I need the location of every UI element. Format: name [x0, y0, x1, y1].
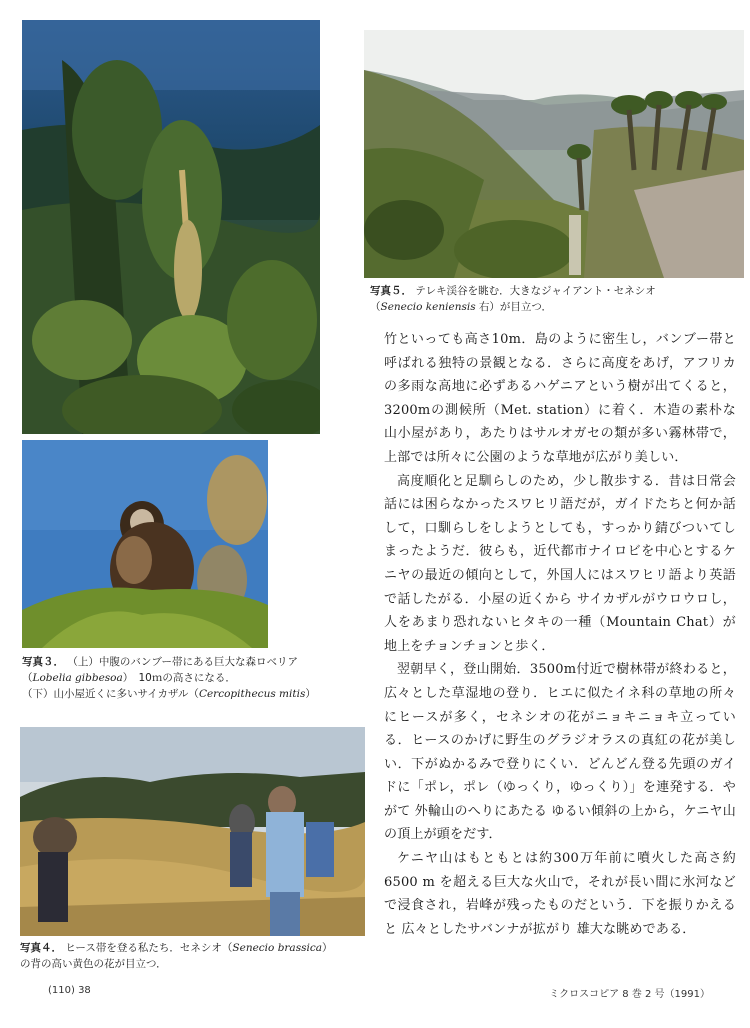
caption-3-line2: 10ｍの高さになる． [128, 672, 236, 684]
caption-4-label: 写真４． [20, 942, 62, 954]
body-paragraph-2: 高度順化と足馴らしのため，少し散歩する．昔は日常会話には困らなかったスワヒリ語だが，ガイドたちと何か話して，口馴らしをしようとしても，すっかり錆びついてしまったようだ．彼らも，近代都市ナイロビを中心とするケニヤの最近の傾向として，外国人にはスワヒリ語より英語で話したがる．小屋の近くから サイカザルがウロウロし，人をあまり恐れないヒタキの一種（Mountain Chat）が地上をチョンチョンと歩く． [384, 473, 736, 654]
photo-hikers [20, 727, 365, 936]
caption-4-species: Senecio brassica [232, 942, 322, 954]
caption-5-label: 写真５． [370, 285, 412, 297]
caption-3-line3-close: ） [305, 688, 316, 700]
caption-3-species1: Lobelia gibbesoa [32, 672, 123, 684]
caption-photo-4 [20, 940, 370, 972]
article-body [384, 328, 736, 941]
photo-teleki-valley [364, 30, 744, 278]
body-paragraph-4: ケニヤ山はもともとは約300万年前に噴火した高さ約6500 m を超える巨大な火山で，それが長い間に氷河などで浸食され，岩峰が残ったものだという．下を振りかえると 広々としたサバンナが拡がり 雄大な眺めである． [384, 851, 736, 937]
caption-5-close: 右）が目立つ． [475, 301, 553, 313]
caption-3-label: 写真３． [22, 656, 64, 668]
caption-5-open: （ [370, 301, 381, 313]
caption-3-species2: Cercopithecus mitis [198, 688, 306, 700]
caption-5-species: Senecio keniensis [380, 301, 476, 313]
caption-4-line1-close: ） [321, 942, 333, 954]
footer-journal: ミクロスコピア 8 巻 2 号（1991） [549, 989, 710, 1000]
caption-4-line1: ヒース帯を登る私たち．セネシオ（ [65, 942, 233, 954]
body-paragraph-1: 竹といっても高さ10m．島のように密生し，バンブー帯と呼ばれる独特の景観となる．さらに高度をあげ，アフリカの多雨な高地に必ずあるハゲニアという樹が出てくると，3200mの測候所（Met. station）に着く．木造の素朴な山小屋があり，あたりはサルオガセの類が多い霧林帯で，上部では所々に公園のような草地が広がり美しい． [384, 332, 736, 465]
caption-5-text: テレキ渓谷を眺む．大きなジャイアント・セネシオ [415, 285, 656, 297]
caption-photo-5 [370, 283, 740, 315]
footer-page-number: (110) 38 [48, 985, 91, 996]
photo-lobelia [22, 20, 320, 434]
body-paragraph-3: 翌朝早く，登山開始．3500m付近で樹林帯が終わると，広々とした草湿地の登り．ヒエに似たイネ科の草地の所々にヒースが多く，セネシオの花がニョキニョキ立っている．ヒースのかげに野生のグラジオラスの真紅の花が美しい．下がぬかるみで登りにくい．どんどん登る先頭のガイドに「ポレ，ポレ（ゆっくり，ゆっくり）」を連発する．やがて 外輪山のへりにあたる ゆるい傾斜の上から，ケニヤ山の頂上が頭をだす． [384, 662, 736, 843]
photo-monkey [22, 440, 268, 648]
caption-3-line3: （下）山小屋近くに多いサイカザル（ [22, 688, 199, 700]
caption-photo-3: 写真３． （上）中腹のバンブー帯にある巨大な森ロベリア （Lobelia gibbesoa） 10ｍの高さになる． （下）山小屋近くに多いサイカザル（Cercopithecus mitis） [22, 656, 316, 700]
caption-3-line1: （上）中腹のバンブー帯にある巨大な森ロベリア [67, 656, 299, 668]
caption-4-line2: の背の高い黄色の花が目立つ． [20, 958, 167, 970]
